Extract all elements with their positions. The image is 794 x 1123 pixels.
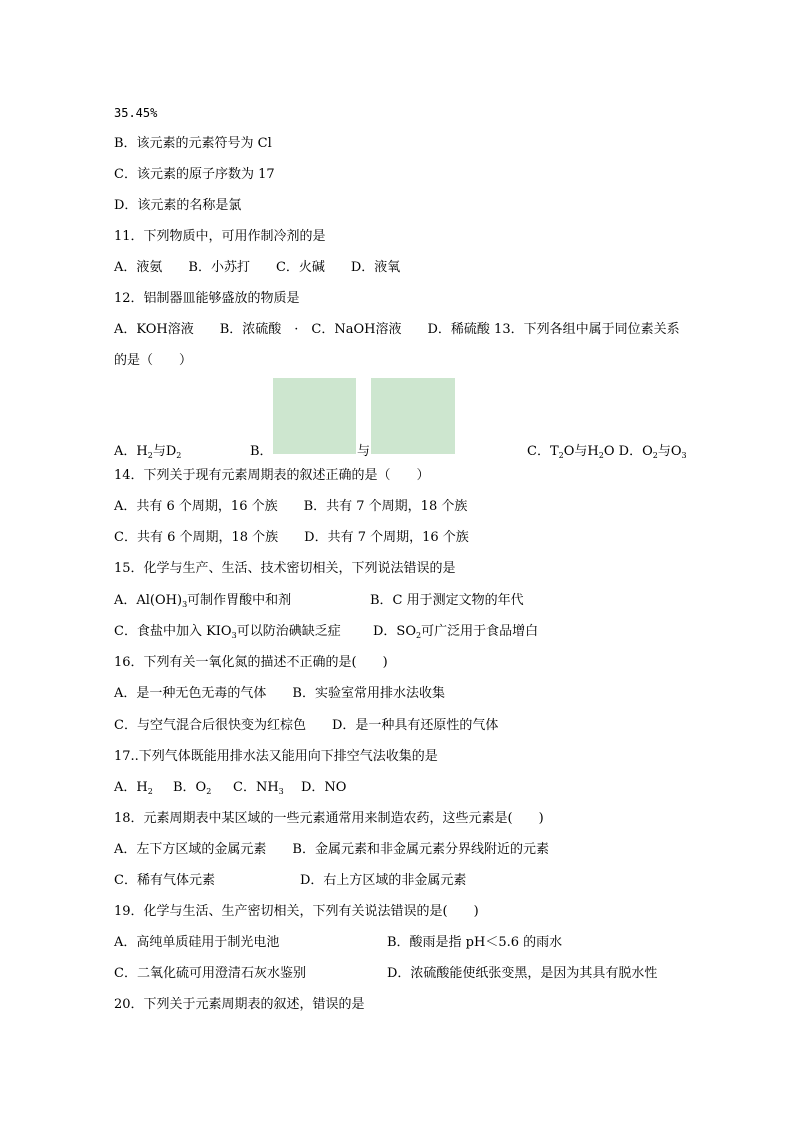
question-13-option-a — [114, 444, 181, 460]
subscript: 2 — [147, 787, 153, 796]
question-17: 17..下列气体既能用排水法又能用向下排空气法收集的是 — [114, 749, 438, 764]
question-16-options-ab: A．是一种无色无毒的气体 B．实验室常用排水法收集 — [114, 686, 445, 701]
question-17-option-d: D．NO — [301, 780, 347, 795]
question-12-options: A．KOH溶液 B．浓硫酸 · C．NaOH溶液 D．稀硫酸 13．下列各组中属于同位素关系 — [114, 322, 680, 337]
question-15-option-d — [373, 624, 538, 640]
subscript: 2 — [147, 451, 153, 460]
question-19: 19．化学与生活、生产密切相关，下列有关说法错误的是( ) — [114, 904, 479, 919]
formula-text: O — [603, 444, 615, 459]
formula-text: D — [165, 444, 177, 459]
question-15: 15．化学与生产、生活、技术密切相关，下列说法错误的是 — [114, 561, 456, 576]
option-text: 可广泛用于食品增白 — [421, 624, 539, 639]
subscript: 2 — [558, 451, 564, 460]
question-11: 11．下列物质中，可用作制冷剂的是 — [114, 229, 326, 244]
option-text: A．H — [114, 780, 148, 795]
connector-text: 与 — [152, 444, 166, 459]
question-19-option-c: C．二氧化硫可用澄清石灰水鉴别 — [114, 966, 306, 981]
option-text: A．Al(OH) — [114, 593, 183, 608]
text-line: 35.45% — [114, 106, 158, 120]
isotope-image-2 — [371, 378, 455, 454]
option-d: D．该元素的名称是氯 — [114, 198, 242, 213]
question-18-option-c: C．稀有气体元素 — [114, 873, 215, 888]
question-16: 16．下列有关一氧化氮的描述不正确的是( ) — [114, 655, 388, 670]
question-15-option-b: B．C 用于测定文物的年代 — [370, 593, 524, 608]
option-label: A． — [114, 444, 137, 459]
subscript: 2 — [416, 631, 422, 640]
option-text: C．食盐中加入 KIO — [114, 624, 232, 639]
subscript: 3 — [681, 451, 687, 460]
formula-text: O与 — [563, 444, 588, 459]
question-14: 14．下列关于现有元素周期表的叙述正确的是（ ） — [114, 468, 430, 483]
question-19-option-b: B．酸雨是指 pH＜5.6 的雨水 — [387, 935, 563, 950]
connector-text: 与 — [657, 444, 671, 459]
subscript: 3 — [182, 600, 188, 609]
question-13-options-cd — [527, 444, 687, 460]
option-text: C．NH — [233, 780, 279, 795]
question-13-option-b-label: B． — [250, 444, 273, 459]
option-label: D． — [618, 444, 643, 459]
subscript: 2 — [652, 451, 658, 460]
question-19-option-d: D．浓硫酸能使纸张变黑，是因为其具有脱水性 — [387, 966, 658, 981]
question-16-options-cd: C．与空气混合后很快变为红棕色 D．是一种具有还原性的气体 — [114, 718, 499, 733]
formula-text: H — [136, 444, 148, 459]
option-text: 可制作胃酸中和剂 — [187, 593, 292, 608]
question-17-option-a — [114, 780, 153, 796]
question-13-option-b-connector: 与 — [357, 444, 371, 459]
subscript: 3 — [278, 787, 284, 796]
subscript: 3 — [231, 631, 237, 640]
question-18-option-d: D．右上方区域的非金属元素 — [300, 873, 467, 888]
option-text: D．SO — [373, 624, 416, 639]
question-14-options-cd: C．共有 6 个周期，18 个族 D．共有 7 个周期，16 个族 — [114, 530, 469, 545]
question-15-option-a — [114, 593, 291, 609]
question-15-option-c — [114, 624, 341, 640]
formula-text: T — [549, 444, 559, 459]
question-11-options: A．液氨 B．小苏打 C．火碱 D．液氧 — [114, 260, 401, 275]
formula-text: H — [587, 444, 599, 459]
formula-text: O — [670, 444, 682, 459]
question-17-option-c — [233, 780, 284, 796]
subscript: 2 — [206, 787, 212, 796]
option-c: C．该元素的原子序数为 17 — [114, 167, 275, 182]
option-b: B．该元素的元素符号为 Cl — [114, 136, 272, 151]
option-text: B．O — [173, 780, 207, 795]
question-13-tail: 的是（ ） — [114, 353, 193, 368]
question-17-option-b — [173, 780, 211, 796]
question-19-option-a: A．高纯单质硅用于制光电池 — [114, 935, 280, 950]
question-18: 18．元素周期表中某区域的一些元素通常用来制造农药，这些元素是( ) — [114, 811, 544, 826]
question-18-options-ab: A．左下方区域的金属元素 B．金属元素和非金属元素分界线附近的元素 — [114, 842, 549, 857]
option-label: C． — [527, 444, 550, 459]
question-20: 20．下列关于元素周期表的叙述，错误的是 — [114, 997, 365, 1012]
question-12: 12．铝制器皿能够盛放的物质是 — [114, 291, 300, 306]
formula-text: O — [642, 444, 653, 459]
subscript: 2 — [598, 451, 604, 460]
question-14-options-ab: A．共有 6 个周期，16 个族 B．共有 7 个周期，18 个族 — [114, 499, 468, 514]
subscript: 2 — [176, 451, 182, 460]
isotope-image-1 — [273, 378, 356, 454]
option-text: 可以防治碘缺乏症 — [236, 624, 341, 639]
